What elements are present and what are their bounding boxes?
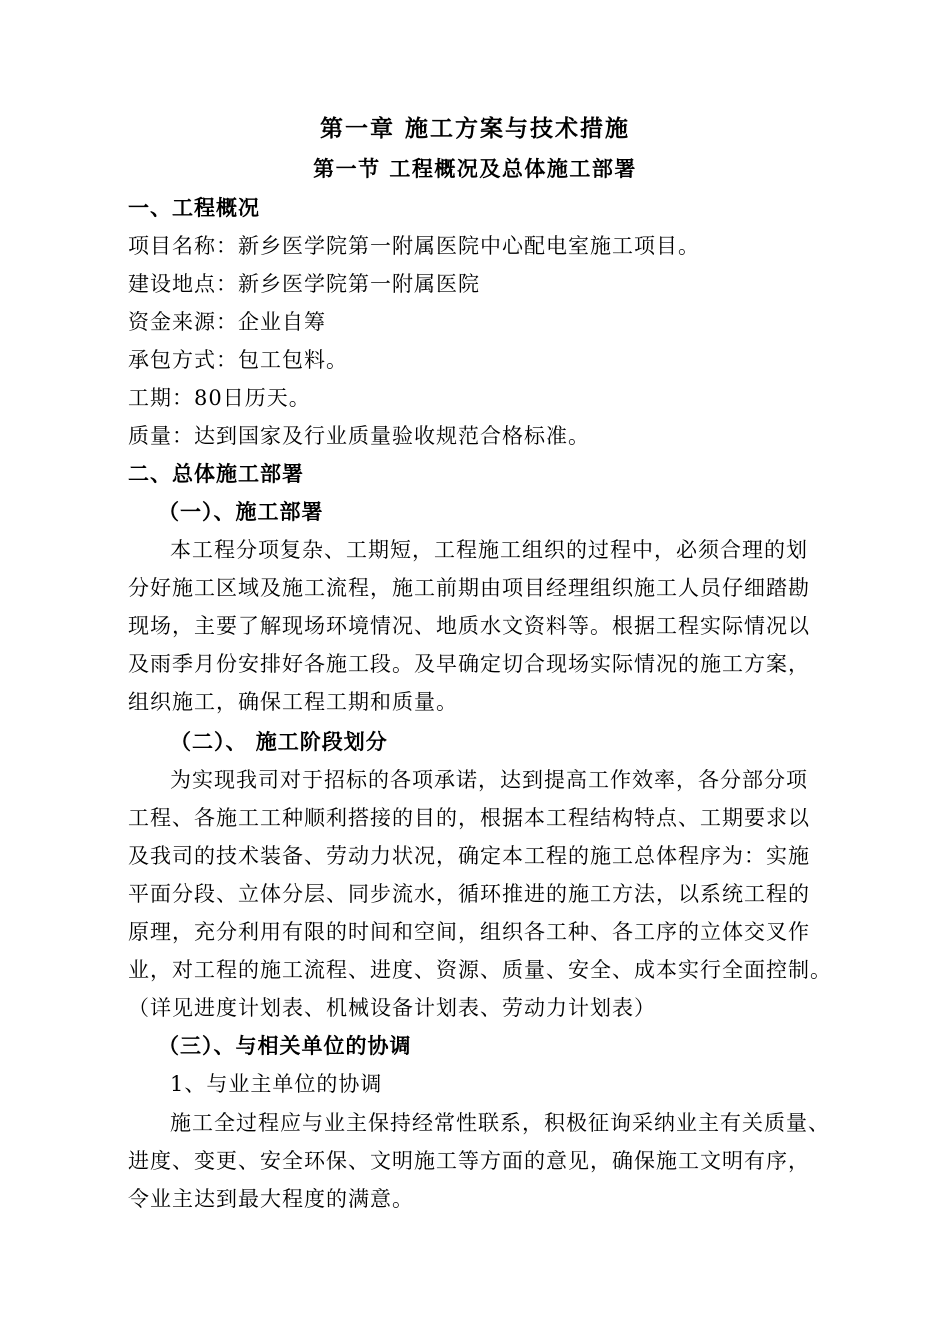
sub2-paragraph-line: 业，对工程的施工流程、进度、资源、质量、安全、成本实行全面控制。 [128,958,832,982]
owner-coordination-line: 令业主达到最大程度的满意。 [128,1187,414,1211]
owner-coordination-heading: 1、与业主单位的协调 [170,1072,383,1096]
sub1-paragraph-line: 及雨季月份安排好各施工段。及早确定切合现场实际情况的施工方案， [128,652,810,676]
duration-line: 工期：80日历天。 [128,386,311,410]
sub1-paragraph-line: 组织施工，确保工程工期和质量。 [128,690,458,714]
quality-line: 质量：达到国家及行业质量验收规范合格标准。 [128,424,590,448]
chapter-title: 第一章 施工方案与技术措施 [319,115,630,142]
part2-heading: 二、总体施工部署 [128,461,304,486]
section-title: 第一节 工程概况及总体施工部署 [313,156,637,181]
part1-heading: 一、工程概况 [128,195,260,220]
contract-mode-line: 承包方式：包工包料。 [128,348,348,372]
sub1-paragraph-line: 现场，主要了解现场环境情况、地质水文资料等。根据工程实际情况以 [128,614,810,638]
sub2-paragraph-line: （详见进度计划表、机械设备计划表、劳动力计划表） [128,996,656,1020]
sub1-paragraph-line: 分好施工区域及施工流程，施工前期由项目经理组织施工人员仔细踏勘 [128,576,810,600]
sub2-paragraph-line: 为实现我司对于招标的各项承诺，达到提高工作效率，各分部分项 [170,768,808,792]
location-line: 建设地点：新乡医学院第一附属医院 [128,272,480,296]
owner-coordination-line: 施工全过程应与业主保持经常性联系，积极征询采纳业主有关质量、 [170,1111,830,1135]
sub2-paragraph-line: 及我司的技术装备、劳动力状况，确定本工程的施工总体程序为：实施 [128,844,810,868]
sub2-paragraph-line: 原理，充分利用有限的时间和空间，组织各工种、各工序的立体交叉作 [128,920,810,944]
sub3-heading: （三）、与相关单位的协调 [158,1033,412,1058]
sub2-paragraph-line: 平面分段、立体分层、同步流水，循环推进的施工方法，以系统工程的 [128,882,810,906]
sub2-heading: （二）、 施工阶段划分 [170,729,388,754]
sub2-paragraph-line: 工程、各施工工种顺利搭接的目的，根据本工程结构特点、工期要求以 [128,806,810,830]
project-name-line: 项目名称：新乡医学院第一附属医院中心配电室施工项目。 [128,234,700,258]
funding-line: 资金来源：企业自筹 [128,310,326,334]
owner-coordination-line: 进度、变更、安全环保、文明施工等方面的意见，确保施工文明有序， [128,1149,810,1173]
sub1-heading: （一）、施工部署 [158,499,324,524]
sub1-paragraph-line: 本工程分项复杂、工期短，工程施工组织的过程中，必须合理的划 [170,538,808,562]
